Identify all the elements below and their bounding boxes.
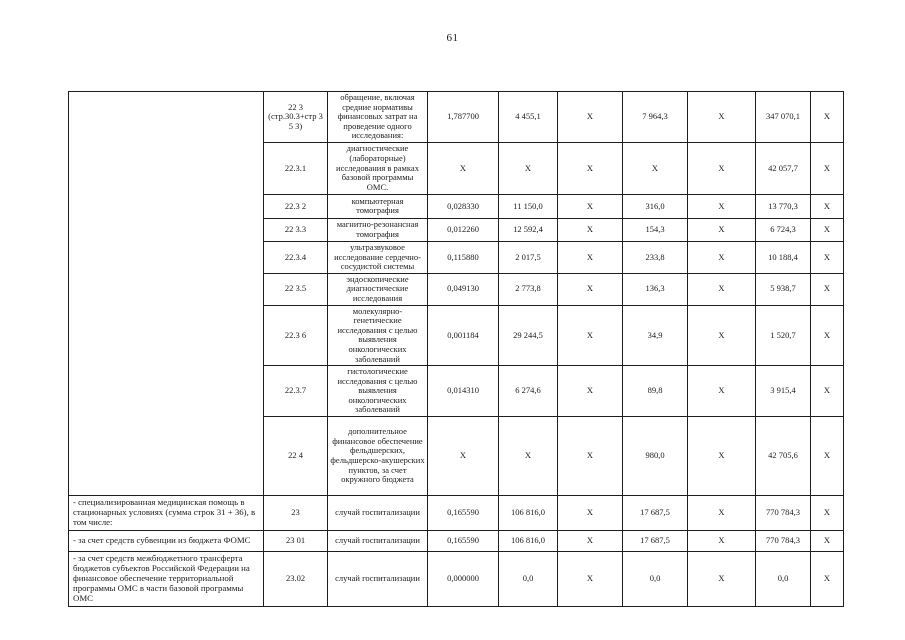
line-number-cell: 22 4: [264, 417, 328, 496]
value-cell: 1,787700: [428, 92, 499, 143]
value-cell: 12 592,4: [499, 218, 558, 241]
value-cell: 0,0: [499, 551, 558, 606]
value-cell: 0,165590: [428, 496, 499, 531]
value-cell: 2 773,8: [499, 273, 558, 305]
value-cell: X: [811, 305, 844, 366]
value-cell: X: [811, 551, 844, 606]
line-number-cell: 22 3 (стр.30.3+стр 3 5 3): [264, 92, 328, 143]
value-cell: 1 520,7: [756, 305, 811, 366]
value-cell: X: [688, 142, 756, 194]
value-cell: 17 687,5: [623, 530, 688, 551]
value-cell: X: [688, 273, 756, 305]
value-cell: X: [558, 194, 623, 218]
value-cell: X: [558, 366, 623, 417]
value-cell: 0,001184: [428, 305, 499, 366]
value-cell: 316,0: [623, 194, 688, 218]
value-cell: X: [811, 92, 844, 143]
description-cell: ультразвуковое исследование сердечно-сосудистой системы: [328, 241, 428, 273]
value-cell: 6 274,6: [499, 366, 558, 417]
value-cell: X: [811, 273, 844, 305]
table-row: [69, 496, 844, 531]
line-number-cell: 23: [264, 496, 328, 531]
value-cell: X: [688, 305, 756, 366]
value-cell: 0,012260: [428, 218, 499, 241]
value-cell: 0,165590: [428, 530, 499, 551]
value-cell: 5 938,7: [756, 273, 811, 305]
indicator-name-cell: - за счет средств субвенции из бюджета ФОМС: [69, 530, 264, 551]
value-cell: 0,0: [623, 551, 688, 606]
value-cell: 6 724,3: [756, 218, 811, 241]
value-cell: 0,049130: [428, 273, 499, 305]
value-cell: X: [811, 496, 844, 531]
value-cell: X: [811, 366, 844, 417]
value-cell: 2 017,5: [499, 241, 558, 273]
value-cell: 42 705,6: [756, 417, 811, 496]
page-number: 61: [446, 32, 459, 44]
value-cell: 13 770,3: [756, 194, 811, 218]
program-indicators-table: [68, 91, 844, 607]
value-cell: X: [558, 92, 623, 143]
value-cell: X: [623, 142, 688, 194]
value-cell: X: [688, 417, 756, 496]
value-cell: 106 816,0: [499, 496, 558, 531]
value-cell: X: [811, 241, 844, 273]
indicator-name-cell: [69, 92, 264, 496]
line-number-cell: 22.3 6: [264, 305, 328, 366]
description-cell: случай госпитализации: [328, 551, 428, 606]
line-number-cell: 23 01: [264, 530, 328, 551]
value-cell: X: [688, 551, 756, 606]
value-cell: X: [688, 92, 756, 143]
value-cell: X: [811, 218, 844, 241]
value-cell: 17 687,5: [623, 496, 688, 531]
description-cell: компьютерная томография: [328, 194, 428, 218]
value-cell: X: [688, 241, 756, 273]
table-row: [69, 92, 844, 143]
description-cell: молекулярно-генетические исследования с целью выявления онкологических заболеваний: [328, 305, 428, 366]
value-cell: 34,9: [623, 305, 688, 366]
value-cell: X: [558, 218, 623, 241]
value-cell: X: [558, 496, 623, 531]
value-cell: 42 057,7: [756, 142, 811, 194]
description-cell: гистологические исследования с целью выявления онкологических заболеваний: [328, 366, 428, 417]
value-cell: X: [428, 142, 499, 194]
table-body: [69, 92, 844, 607]
value-cell: 89,8: [623, 366, 688, 417]
value-cell: X: [811, 194, 844, 218]
value-cell: 3 915,4: [756, 366, 811, 417]
value-cell: X: [499, 417, 558, 496]
value-cell: 106 816,0: [499, 530, 558, 551]
description-cell: случай госпитализации: [328, 530, 428, 551]
line-number-cell: 22.3 2: [264, 194, 328, 218]
value-cell: 347 070,1: [756, 92, 811, 143]
value-cell: 770 784,3: [756, 530, 811, 551]
table-row: [69, 551, 844, 606]
value-cell: 770 784,3: [756, 496, 811, 531]
value-cell: X: [558, 142, 623, 194]
indicator-name-cell: - специализированная медицинская помощь в стационарных условиях (сумма строк 31 + 36), в том числе:: [69, 496, 264, 531]
value-cell: 4 455,1: [499, 92, 558, 143]
description-cell: обращение, включая средние нормативы финансовых затрат на проведение одного исследования:: [328, 92, 428, 143]
value-cell: 11 150,0: [499, 194, 558, 218]
value-cell: X: [428, 417, 499, 496]
value-cell: 136,3: [623, 273, 688, 305]
description-cell: магнитно-резонансная томография: [328, 218, 428, 241]
description-cell: случай госпитализации: [328, 496, 428, 531]
value-cell: X: [558, 305, 623, 366]
table-row: [69, 530, 844, 551]
value-cell: X: [499, 142, 558, 194]
value-cell: X: [558, 530, 623, 551]
value-cell: 10 188,4: [756, 241, 811, 273]
line-number-cell: 22.3.4: [264, 241, 328, 273]
value-cell: X: [558, 273, 623, 305]
line-number-cell: 22 3.3: [264, 218, 328, 241]
value-cell: X: [811, 417, 844, 496]
indicator-name-cell: - за счет средств межбюджетного трансферта бюджетов субъектов Российской Федерации на финансовое обеспечение территориальной программы ОМС в части базовой программы ОМС: [69, 551, 264, 606]
description-cell: диагностические (лабораторные) исследования в рамках базовой программы ОМС.: [328, 142, 428, 194]
value-cell: X: [558, 417, 623, 496]
value-cell: X: [688, 530, 756, 551]
description-cell: дополнительное финансовое обеспечение фельдшерских, фельдшерско-акушерских пунктов, за счет окружного бюджета: [328, 417, 428, 496]
value-cell: X: [558, 551, 623, 606]
value-cell: 0,0: [756, 551, 811, 606]
description-cell: эндоскопические диагностические исследования: [328, 273, 428, 305]
value-cell: X: [688, 366, 756, 417]
value-cell: X: [688, 496, 756, 531]
line-number-cell: 22.3.7: [264, 366, 328, 417]
value-cell: X: [558, 241, 623, 273]
line-number-cell: 22.3.1: [264, 142, 328, 194]
value-cell: X: [811, 142, 844, 194]
line-number-cell: 23.02: [264, 551, 328, 606]
line-number-cell: 22 3.5: [264, 273, 328, 305]
value-cell: 7 964,3: [623, 92, 688, 143]
value-cell: X: [811, 530, 844, 551]
value-cell: X: [688, 194, 756, 218]
value-cell: 233,8: [623, 241, 688, 273]
value-cell: 0,115880: [428, 241, 499, 273]
value-cell: 0,014310: [428, 366, 499, 417]
value-cell: 154,3: [623, 218, 688, 241]
value-cell: 980,0: [623, 417, 688, 496]
value-cell: X: [688, 218, 756, 241]
value-cell: 0,028330: [428, 194, 499, 218]
value-cell: 0,000000: [428, 551, 499, 606]
value-cell: 29 244,5: [499, 305, 558, 366]
